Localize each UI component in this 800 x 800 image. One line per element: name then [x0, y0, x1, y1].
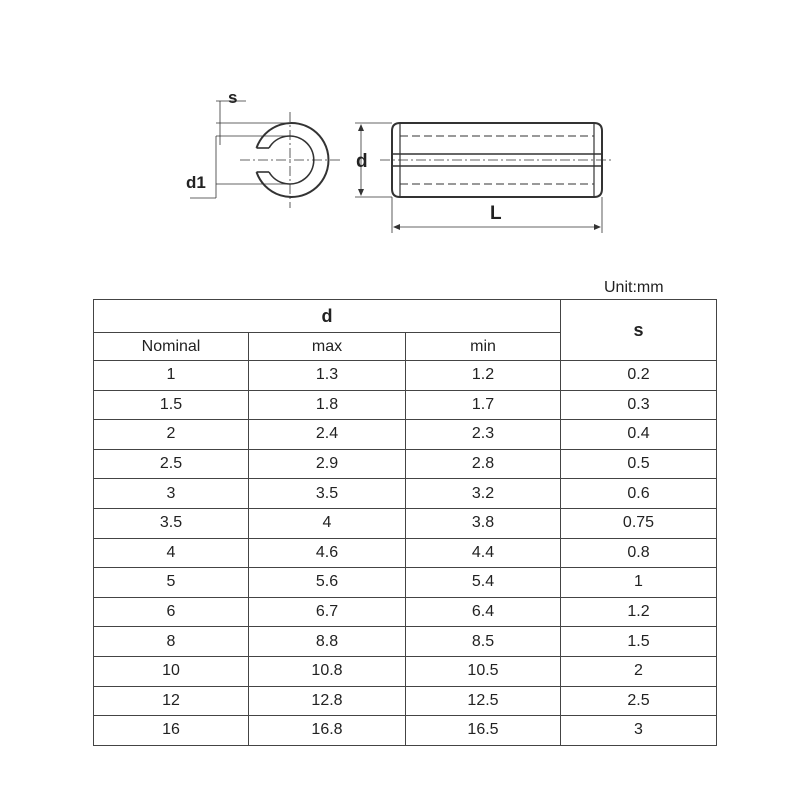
cell-s: 0.75 [561, 508, 717, 538]
cell-nominal: 3 [94, 479, 249, 509]
cell-max: 1.8 [249, 390, 406, 420]
cell-max: 1.3 [249, 361, 406, 391]
table-row [94, 361, 717, 391]
cell-s: 1 [561, 568, 717, 598]
cell-s: 0.5 [561, 449, 717, 479]
cell-s: 1.2 [561, 597, 717, 627]
cell-max: 4.6 [249, 538, 406, 568]
cell-s: 0.3 [561, 390, 717, 420]
cell-nominal: 5 [94, 568, 249, 598]
header-s: s [561, 300, 717, 361]
table-row [94, 627, 717, 657]
side-view [355, 123, 614, 233]
cell-max: 5.6 [249, 568, 406, 598]
cell-min: 8.5 [406, 627, 561, 657]
header-min: min [406, 333, 561, 361]
cell-nominal: 2 [94, 420, 249, 450]
cell-min: 3.2 [406, 479, 561, 509]
cell-max: 16.8 [249, 716, 406, 746]
table-row [94, 716, 717, 746]
table-row [94, 390, 717, 420]
cell-min: 16.5 [406, 716, 561, 746]
table-row [94, 656, 717, 686]
cell-nominal: 8 [94, 627, 249, 657]
cell-min: 5.4 [406, 568, 561, 598]
cell-s: 2.5 [561, 686, 717, 716]
header-nominal: Nominal [94, 333, 249, 361]
cell-max: 12.8 [249, 686, 406, 716]
label-s: s [228, 88, 238, 107]
table-row [94, 479, 717, 509]
cell-nominal: 6 [94, 597, 249, 627]
table-row [94, 449, 717, 479]
cell-min: 2.8 [406, 449, 561, 479]
cell-min: 1.2 [406, 361, 561, 391]
header-d: d [94, 300, 561, 333]
cell-max: 2.4 [249, 420, 406, 450]
table-row [94, 420, 717, 450]
label-L: L [490, 203, 502, 224]
cell-s: 0.4 [561, 420, 717, 450]
cell-s: 3 [561, 716, 717, 746]
table-row [94, 508, 717, 538]
cell-nominal: 1 [94, 361, 249, 391]
cell-s: 0.8 [561, 538, 717, 568]
cell-min: 2.3 [406, 420, 561, 450]
cell-max: 10.8 [249, 656, 406, 686]
cell-min: 4.4 [406, 538, 561, 568]
end-view [190, 101, 340, 208]
header-max: max [249, 333, 406, 361]
cell-min: 3.8 [406, 508, 561, 538]
spring-pin-diagram [0, 0, 800, 260]
cell-min: 6.4 [406, 597, 561, 627]
cell-nominal: 16 [94, 716, 249, 746]
cell-nominal: 3.5 [94, 508, 249, 538]
cell-s: 0.2 [561, 361, 717, 391]
unit-label: Unit:mm [604, 279, 664, 296]
cell-min: 10.5 [406, 656, 561, 686]
cell-min: 1.7 [406, 390, 561, 420]
cell-s: 1.5 [561, 627, 717, 657]
table-row [94, 538, 717, 568]
cell-nominal: 1.5 [94, 390, 249, 420]
cell-nominal: 12 [94, 686, 249, 716]
label-d1: d1 [186, 173, 206, 192]
cell-s: 2 [561, 656, 717, 686]
cell-min: 12.5 [406, 686, 561, 716]
cell-max: 3.5 [249, 479, 406, 509]
cell-nominal: 10 [94, 656, 249, 686]
cell-max: 4 [249, 508, 406, 538]
table-row [94, 568, 717, 598]
cell-max: 2.9 [249, 449, 406, 479]
table-row [94, 597, 717, 627]
cell-max: 8.8 [249, 627, 406, 657]
table-row [94, 686, 717, 716]
spec-table [93, 299, 717, 746]
cell-s: 0.6 [561, 479, 717, 509]
cell-nominal: 2.5 [94, 449, 249, 479]
cell-max: 6.7 [249, 597, 406, 627]
label-d: d [356, 151, 368, 172]
cell-nominal: 4 [94, 538, 249, 568]
